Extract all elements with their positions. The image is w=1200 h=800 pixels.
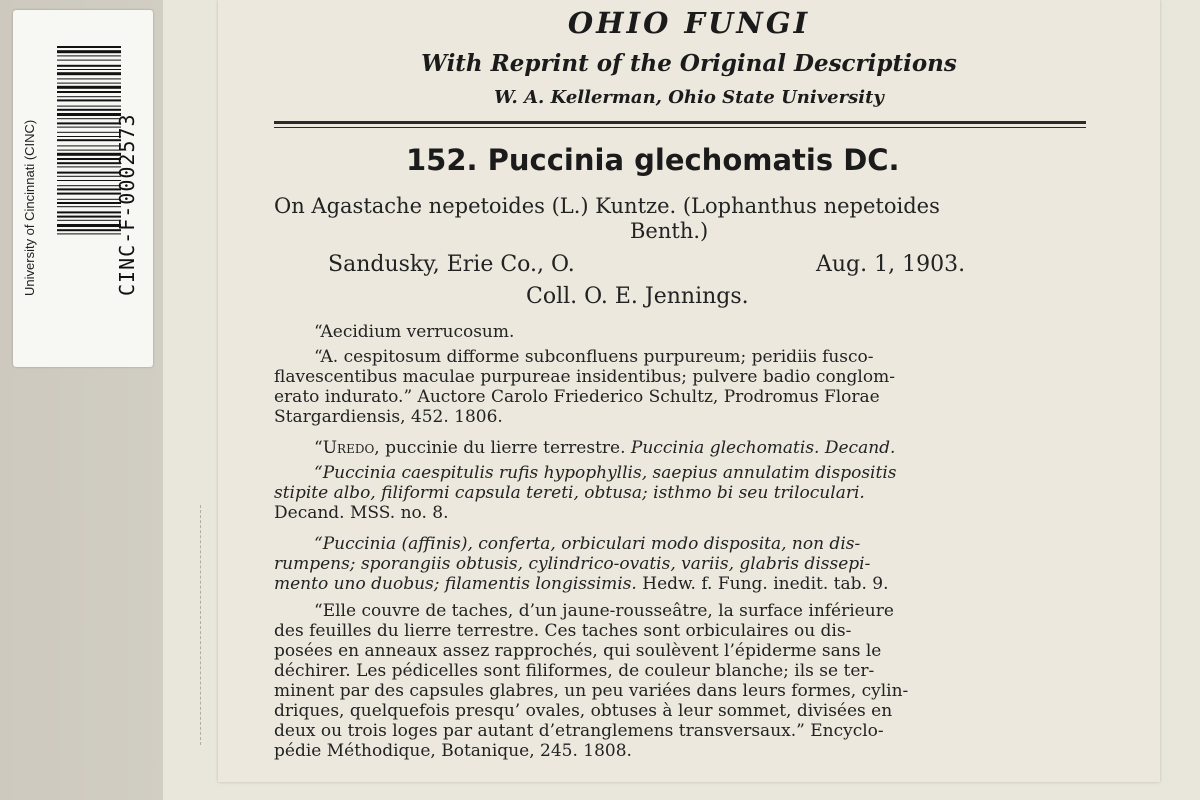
species-heading: 152. Puccinia glechomatis DC. <box>406 143 900 177</box>
barcode-bar <box>57 172 121 174</box>
desc-p3-uredo: Uredo <box>322 438 375 458</box>
locality: Sandusky, Erie Co., O. <box>328 252 575 277</box>
printed-label <box>218 0 1160 782</box>
barcode-bar <box>57 188 121 190</box>
barcode-bar <box>57 72 121 75</box>
barcode-bar <box>57 233 121 234</box>
barcode-bar <box>57 216 121 218</box>
desc-p1: “Aecidium verrucosum. <box>314 322 515 342</box>
desc-p4-line2: stipite albo, filiformi capsula tereti, obtusa; isthmo bi seu triloculari. <box>274 483 865 503</box>
barcode-bar <box>57 224 121 227</box>
barcode-bar <box>57 96 121 97</box>
desc-p6-line8: pédie Méthodique, Botanique, 245. 1808. <box>274 741 632 761</box>
desc-p3-italic: Puccinia glechomatis. Decand. <box>630 438 896 458</box>
barcode-bar <box>57 118 121 119</box>
divider-thick <box>274 121 1086 124</box>
host-line-1: On Agastache nepetoides (L.) Kuntze. (Lophanthus nepetoides <box>274 194 940 218</box>
desc-p4-line3: Decand. MSS. no. 8. <box>274 503 449 523</box>
desc-p4-line1: “Puccinia caespitulis rufis hypophyllis, saepius annulatim dispositis <box>314 463 897 483</box>
desc-p5-line3 <box>274 576 889 593</box>
barcode-bar <box>57 55 121 56</box>
barcode-bar <box>57 78 121 79</box>
series-title: OHIO FUNGI <box>567 6 811 40</box>
barcode-bar <box>57 86 121 89</box>
collection-date: Aug. 1, 1903. <box>816 252 966 277</box>
barcode-bar <box>57 166 121 167</box>
barcode-bar <box>57 220 121 221</box>
desc-p5-line3-rest: Hedw. f. Fung. inedit. tab. 9. <box>636 574 889 594</box>
barcode-bar <box>57 50 121 53</box>
barcode-bar <box>57 60 121 61</box>
desc-p5-line3-italic: mento uno duobus; filamentis longissimis. <box>274 574 637 594</box>
catalog-number: CINC-F-0002573 <box>115 113 139 296</box>
desc-p5-line1: “Puccinia (affinis), conferta, orbiculari modo disposita, non dis- <box>314 534 861 554</box>
barcode-bar <box>57 113 121 116</box>
barcode-bar <box>57 69 121 70</box>
barcode-bar <box>57 150 121 151</box>
desc-p2-line3: erato indurato.” Auctore Carolo Friederico Schultz, Prodromus Florae <box>274 387 880 407</box>
paper-edge <box>200 505 217 745</box>
barcode-bar <box>57 211 121 213</box>
desc-p6-line3: posées en anneaux assez rapprochés, qui soulèvent l’épiderme sans le <box>274 641 882 661</box>
barcode-bar <box>57 180 121 181</box>
desc-p5-line2: rumpens; sporangiis obtusis, cylindrico-ovatis, variis, glabris dissepi- <box>274 554 871 574</box>
desc-p3 <box>314 440 895 457</box>
barcode-bar <box>57 176 121 177</box>
desc-p6-line7: deux ou trois loges par autant d’etranglemens transversaux.” Encyclo- <box>274 721 884 741</box>
barcode-bar <box>57 145 121 146</box>
barcode-bar <box>57 109 121 111</box>
collector: Coll. O. E. Jennings. <box>526 284 749 309</box>
desc-p6-line1: “Elle couvre de taches, d’un jaune-rousseâtre, la surface inférieure <box>314 601 894 621</box>
desc-p6-line5: minent par des capsules glabres, un peu variées dans leurs formes, cylin- <box>274 681 909 701</box>
desc-p6-line4: déchirer. Les pédicelles sont filiformes, de couleur blanche; ils se ter- <box>274 661 875 681</box>
desc-p2-line2: flavescentibus maculae purpureae insidentibus; pulvere badio conglom- <box>274 367 895 387</box>
desc-p2-line4: Stargardiensis, 452. 1806. <box>274 407 503 427</box>
barcode-bar <box>57 229 121 231</box>
barcode-bar <box>57 99 121 101</box>
barcode-bar <box>57 65 121 67</box>
barcode-bar <box>57 158 121 160</box>
barcode-bar <box>57 136 121 137</box>
barcode-bar <box>57 122 121 124</box>
barcode-bar <box>57 185 121 186</box>
barcode-bar <box>57 199 121 200</box>
barcode-bar <box>57 91 121 93</box>
barcode-bar <box>57 127 121 128</box>
series-author: W. A. Kellerman, Ohio State University <box>494 87 884 108</box>
series-subtitle: With Reprint of the Original Descriptions <box>421 50 957 77</box>
desc-p3-quote: “ <box>314 438 323 458</box>
barcode-bar <box>57 206 121 207</box>
barcode-bar <box>57 139 121 141</box>
barcode-bar <box>57 202 121 204</box>
host-line-2: Benth.) <box>630 219 709 243</box>
divider-thin <box>274 127 1086 128</box>
barcode-bar <box>57 106 121 107</box>
barcode-bar <box>57 83 121 84</box>
barcode-icon <box>57 46 121 304</box>
barcode-bar <box>57 132 121 133</box>
barcode-bar <box>57 46 121 48</box>
desc-p3-text: , puccinie du lierre terrestre. <box>374 438 626 458</box>
desc-p6-line2: des feuilles du lierre terrestre. Ces taches sont orbiculaires ou dis- <box>274 621 852 641</box>
institution-name: University of Cincinnati (CINC) <box>22 119 37 296</box>
desc-p2-line1: “A. cespitosum difforme subconfluens purpureum; peridiis fusco- <box>314 347 874 367</box>
barcode-bar <box>57 153 121 156</box>
barcode-bar <box>57 162 121 164</box>
barcode-bar <box>57 193 121 195</box>
desc-p6-line6: driques, quelquefois presqu’ ovales, obtuses à leur sommet, divisées en <box>274 701 893 721</box>
